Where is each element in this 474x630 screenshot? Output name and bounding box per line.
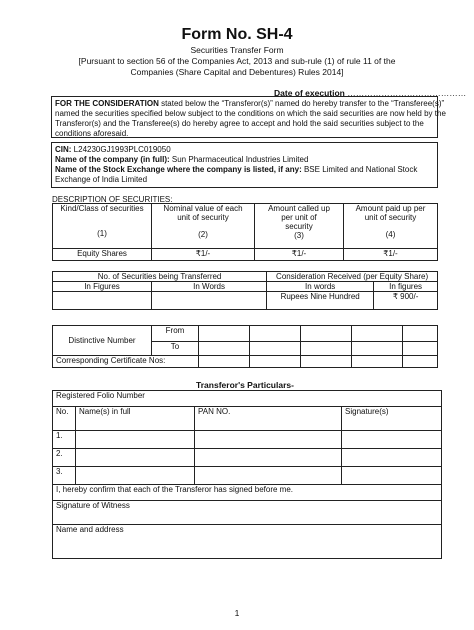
name-field-1[interactable] bbox=[76, 431, 195, 449]
distinctive-number-table bbox=[52, 325, 438, 368]
from-field-5[interactable] bbox=[403, 326, 438, 342]
form-subtitle: Securities Transfer Form bbox=[190, 45, 284, 55]
cert-field-2[interactable] bbox=[250, 356, 301, 368]
in-words-right-label: In words bbox=[267, 282, 374, 292]
pan-field-3[interactable] bbox=[195, 467, 342, 485]
consideration-line-3: Transferor(s) and the Transferee(s) do hereby agree to accept and hold the said securities subject to the bbox=[55, 119, 424, 128]
to-field-3[interactable] bbox=[301, 342, 352, 356]
col-kind-header: Kind/Class of securities bbox=[60, 204, 144, 213]
certificate-nos-label: Corresponding Certificate Nos: bbox=[53, 356, 199, 368]
signature-field-3[interactable] bbox=[342, 467, 442, 485]
col-no-header: No. bbox=[53, 407, 76, 431]
securities-table bbox=[52, 203, 438, 261]
consideration-line-4: conditions aforesaid. bbox=[55, 129, 129, 138]
company-name-label: Name of the company (in full): bbox=[55, 155, 170, 164]
pursuant-line-1: [Pursuant to section 56 of the Companies Act, 2013 and sub-rule (1) of rule 11 of the bbox=[78, 56, 396, 66]
col-called-header-b: per unit of bbox=[281, 213, 317, 222]
paid-up-value[interactable]: ₹1/- bbox=[344, 249, 438, 261]
cert-field-5[interactable] bbox=[403, 356, 438, 368]
to-field-1[interactable] bbox=[199, 342, 250, 356]
securities-transferred-header: No. of Securities being Transferred bbox=[53, 272, 267, 282]
page-number: 1 bbox=[234, 608, 240, 618]
witness-confirmation-text: I, hereby confirm that each of the Transferor has signed before me. bbox=[53, 485, 442, 501]
pursuant-line-2: Companies (Share Capital and Debentures) Rules 2014] bbox=[130, 67, 344, 77]
form-title: Form No. SH-4 bbox=[181, 26, 293, 43]
stock-exchange-label: Name of the Stock Exchange where the company is listed, if any: bbox=[55, 165, 302, 174]
from-label: From bbox=[152, 326, 199, 342]
company-name-value[interactable]: Sun Pharmaceutical Industries Limited bbox=[169, 155, 309, 164]
transferor-table bbox=[52, 390, 442, 559]
col-called-header-c: security bbox=[285, 222, 313, 231]
consideration-figures-value[interactable]: ₹ 900/- bbox=[374, 292, 438, 310]
kind-value[interactable]: Equity Shares bbox=[53, 249, 152, 261]
from-field-2[interactable] bbox=[250, 326, 301, 342]
name-field-2[interactable] bbox=[76, 449, 195, 467]
in-figures-label: In Figures bbox=[53, 282, 152, 292]
col-pan-header: PAN NO. bbox=[195, 407, 342, 431]
consideration-line-2: named the securities specified below subject to the conditions on which the said securities are now held by the bbox=[55, 109, 446, 118]
name-field-3[interactable] bbox=[76, 467, 195, 485]
to-field-5[interactable] bbox=[403, 342, 438, 356]
row-number-2: 2. bbox=[53, 449, 76, 467]
in-figures-right-label: In figures bbox=[374, 282, 438, 292]
registered-folio-label[interactable]: Registered Folio Number bbox=[53, 391, 442, 407]
consideration-line-1: stated below the “Transferor(s)” named do hereby transfer to the “Transferee(s)” bbox=[158, 99, 445, 108]
from-field-3[interactable] bbox=[301, 326, 352, 342]
called-up-value[interactable]: ₹1/- bbox=[255, 249, 344, 261]
consideration-lead: FOR THE CONSIDERATION bbox=[55, 99, 159, 108]
transfer-numbers-table bbox=[52, 271, 438, 310]
to-label: To bbox=[152, 342, 199, 356]
col-nominal-header-a: Nominal value of each bbox=[163, 204, 243, 213]
nominal-value[interactable]: ₹1/- bbox=[152, 249, 255, 261]
company-box bbox=[51, 142, 438, 188]
pan-field-1[interactable] bbox=[195, 431, 342, 449]
consideration-words-value[interactable]: Rupees Nine Hundred bbox=[267, 292, 374, 310]
date-of-execution-label: Date of execution bbox=[274, 88, 345, 98]
col-names-header: Name(s) in full bbox=[76, 407, 195, 431]
from-field-1[interactable] bbox=[199, 326, 250, 342]
col-signature-header: Signature(s) bbox=[342, 407, 442, 431]
col-paid-header-b: unit of security bbox=[364, 213, 417, 222]
transferor-heading: Transferor's Particulars- bbox=[196, 380, 294, 390]
securities-figures-field[interactable] bbox=[53, 292, 152, 310]
securities-words-field[interactable] bbox=[152, 292, 267, 310]
col-kind-num: (1) bbox=[97, 229, 107, 238]
securities-heading: DESCRIPTION OF SECURITIES: bbox=[52, 195, 173, 204]
in-words-label: In Words bbox=[152, 282, 267, 292]
from-field-4[interactable] bbox=[352, 326, 403, 342]
consideration-received-header: Consideration Received (per Equity Share) bbox=[267, 272, 438, 282]
pan-field-2[interactable] bbox=[195, 449, 342, 467]
row-number-3: 3. bbox=[53, 467, 76, 485]
cert-field-4[interactable] bbox=[352, 356, 403, 368]
signature-field-1[interactable] bbox=[342, 431, 442, 449]
cin-value[interactable]: L24230GJ1993PLC019050 bbox=[71, 145, 171, 154]
to-field-4[interactable] bbox=[352, 342, 403, 356]
to-field-2[interactable] bbox=[250, 342, 301, 356]
col-called-num: (3) bbox=[294, 231, 304, 240]
distinctive-number-label: Distinctive Number bbox=[53, 326, 152, 356]
row-number-1: 1. bbox=[53, 431, 76, 449]
stock-exchange-value-2[interactable]: Exchange of India Limited bbox=[55, 175, 148, 184]
signature-field-2[interactable] bbox=[342, 449, 442, 467]
stock-exchange-value-1[interactable]: BSE Limited and National Stock bbox=[301, 165, 418, 174]
cert-field-1[interactable] bbox=[199, 356, 250, 368]
col-paid-num: (4) bbox=[385, 230, 396, 239]
col-paid-header-a: Amount paid up per bbox=[355, 204, 426, 213]
witness-signature-field[interactable]: Signature of Witness bbox=[53, 501, 442, 525]
col-nominal-header-b: unit of security bbox=[177, 213, 229, 222]
date-of-execution-dots: …………………………………… bbox=[347, 88, 467, 98]
col-called-header-a: Amount called up bbox=[268, 204, 330, 213]
cin-label: CIN: bbox=[55, 145, 72, 154]
cert-field-3[interactable] bbox=[301, 356, 352, 368]
witness-name-address-field[interactable]: Name and address bbox=[53, 525, 442, 559]
col-nominal-num: (2) bbox=[198, 230, 208, 239]
consideration-box bbox=[51, 96, 446, 138]
